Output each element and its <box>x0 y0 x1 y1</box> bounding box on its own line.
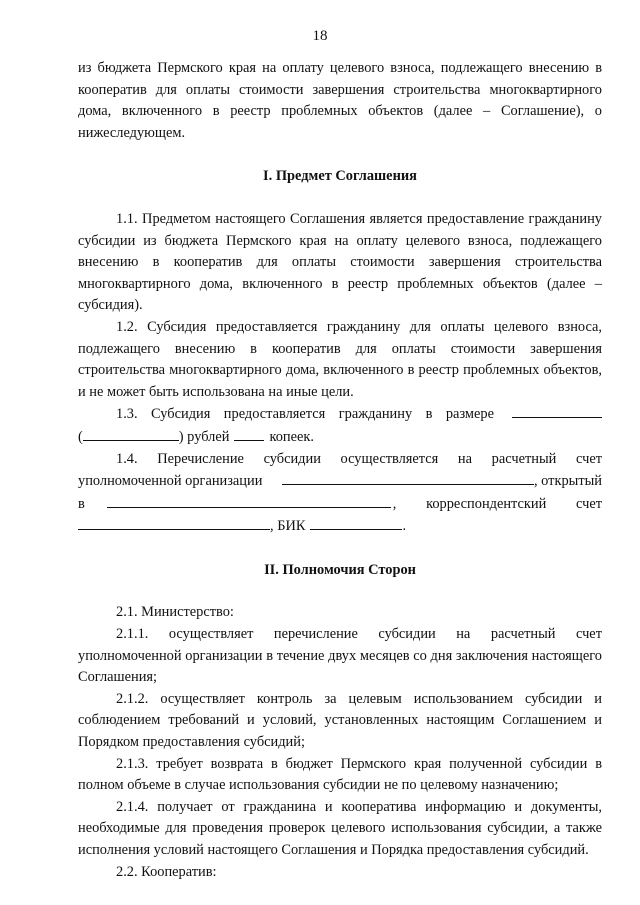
rubles-label: ) рублей <box>178 428 230 445</box>
bik-label: , БИК <box>270 518 306 535</box>
clause-1-4-text: 1.4. Перечисление субсидии осуществляется на расчетный счет <box>116 450 602 467</box>
section-1-title: I. Предмет Соглашения <box>263 168 417 185</box>
bank-name-blank[interactable] <box>107 493 391 508</box>
page-number: 18 <box>312 28 328 44</box>
intro-paragraph: из бюджета Пермского края на оплату целевого взноса, подлежащего внесению в кооператив для оплаты стоимости завершения строительства многоквартирного дома, включенного в реестр проблемных объектов (далее – Соглашение), о нижеследующем. <box>78 60 602 141</box>
section-2-title: II. Полномочия Сторон <box>264 561 416 578</box>
clause-1-3-text: 1.3. Субсидия предоставляется гражданину в размере <box>116 406 494 423</box>
clause-2-2: 2.2. Кооператив: <box>116 863 217 880</box>
clause-2-1: 2.1. Министерство: <box>116 604 234 621</box>
corr-account-label: , корреспондентский счет <box>392 495 602 512</box>
clause-1-4-line1 <box>78 449 602 471</box>
clause-2-1-3: 2.1.3. требует возврата в бюджет Пермского края полученной субсидии в полном объеме в случае использования субсидии не по целевому назначению; <box>78 755 602 794</box>
clause-1-2: 1.2. Субсидия предоставляется гражданину для оплаты целевого взноса, подлежащего внесению в кооператив для оплаты стоимости завершения строительства многоквартирного дома, включенного в реестр проблемных объектов, и не может быть использована на иные цели. <box>78 318 602 400</box>
corr-account-blank[interactable] <box>78 515 270 530</box>
clause-1-4-line2 <box>78 470 602 493</box>
in-label: в <box>78 495 85 512</box>
document-body <box>78 58 602 883</box>
clause-1-4-line4 <box>78 515 602 538</box>
org-label: уполномоченной организации <box>78 473 263 490</box>
amount-words-blank[interactable] <box>83 426 179 441</box>
clause-1-4-line3 <box>78 493 602 516</box>
opened-label: , открытый <box>533 473 602 490</box>
amount-digits-blank[interactable] <box>512 403 602 418</box>
paren-open: ( <box>78 428 83 445</box>
clause-2-1-2: 2.1.2. осуществляет контроль за целевым использованием субсидии и соблюдением требований и условий, установленных настоящим Соглашением и Порядком предоставления субсидий; <box>78 690 602 751</box>
clause-2-1-4: 2.1.4. получает от гражданина и кооператива информацию и документы, необходимые для проведения проверок целевого использования субсидии, а также исполнения условий настоящего Соглашения и Порядка предоставления субсидий. <box>78 798 602 858</box>
clause-2-1-1: 2.1.1. осуществляет перечисление субсидии на расчетный счет уполномоченной организации в течение двух месяцев со дня заключения настоящего Соглашения; <box>78 626 602 686</box>
kopecks-label: копеек. <box>269 428 314 445</box>
clause-1-1: 1.1. Предметом настоящего Соглашения является предоставление гражданину субсидии из бюджета Пермского края на оплату целевого взноса, подлежащего внесению в кооператив для оплаты стоимости завершения строительства многоквартирного дома, включенного в реестр проблемных объектов (далее – субсидия). <box>78 210 602 314</box>
clause-1-3-line2 <box>78 426 602 449</box>
bik-blank[interactable] <box>310 515 402 530</box>
clause-1-3-line1 <box>78 403 602 426</box>
org-name-blank[interactable] <box>282 470 534 485</box>
kopecks-blank[interactable] <box>234 426 264 441</box>
clause-1-4-end: . <box>402 518 407 535</box>
